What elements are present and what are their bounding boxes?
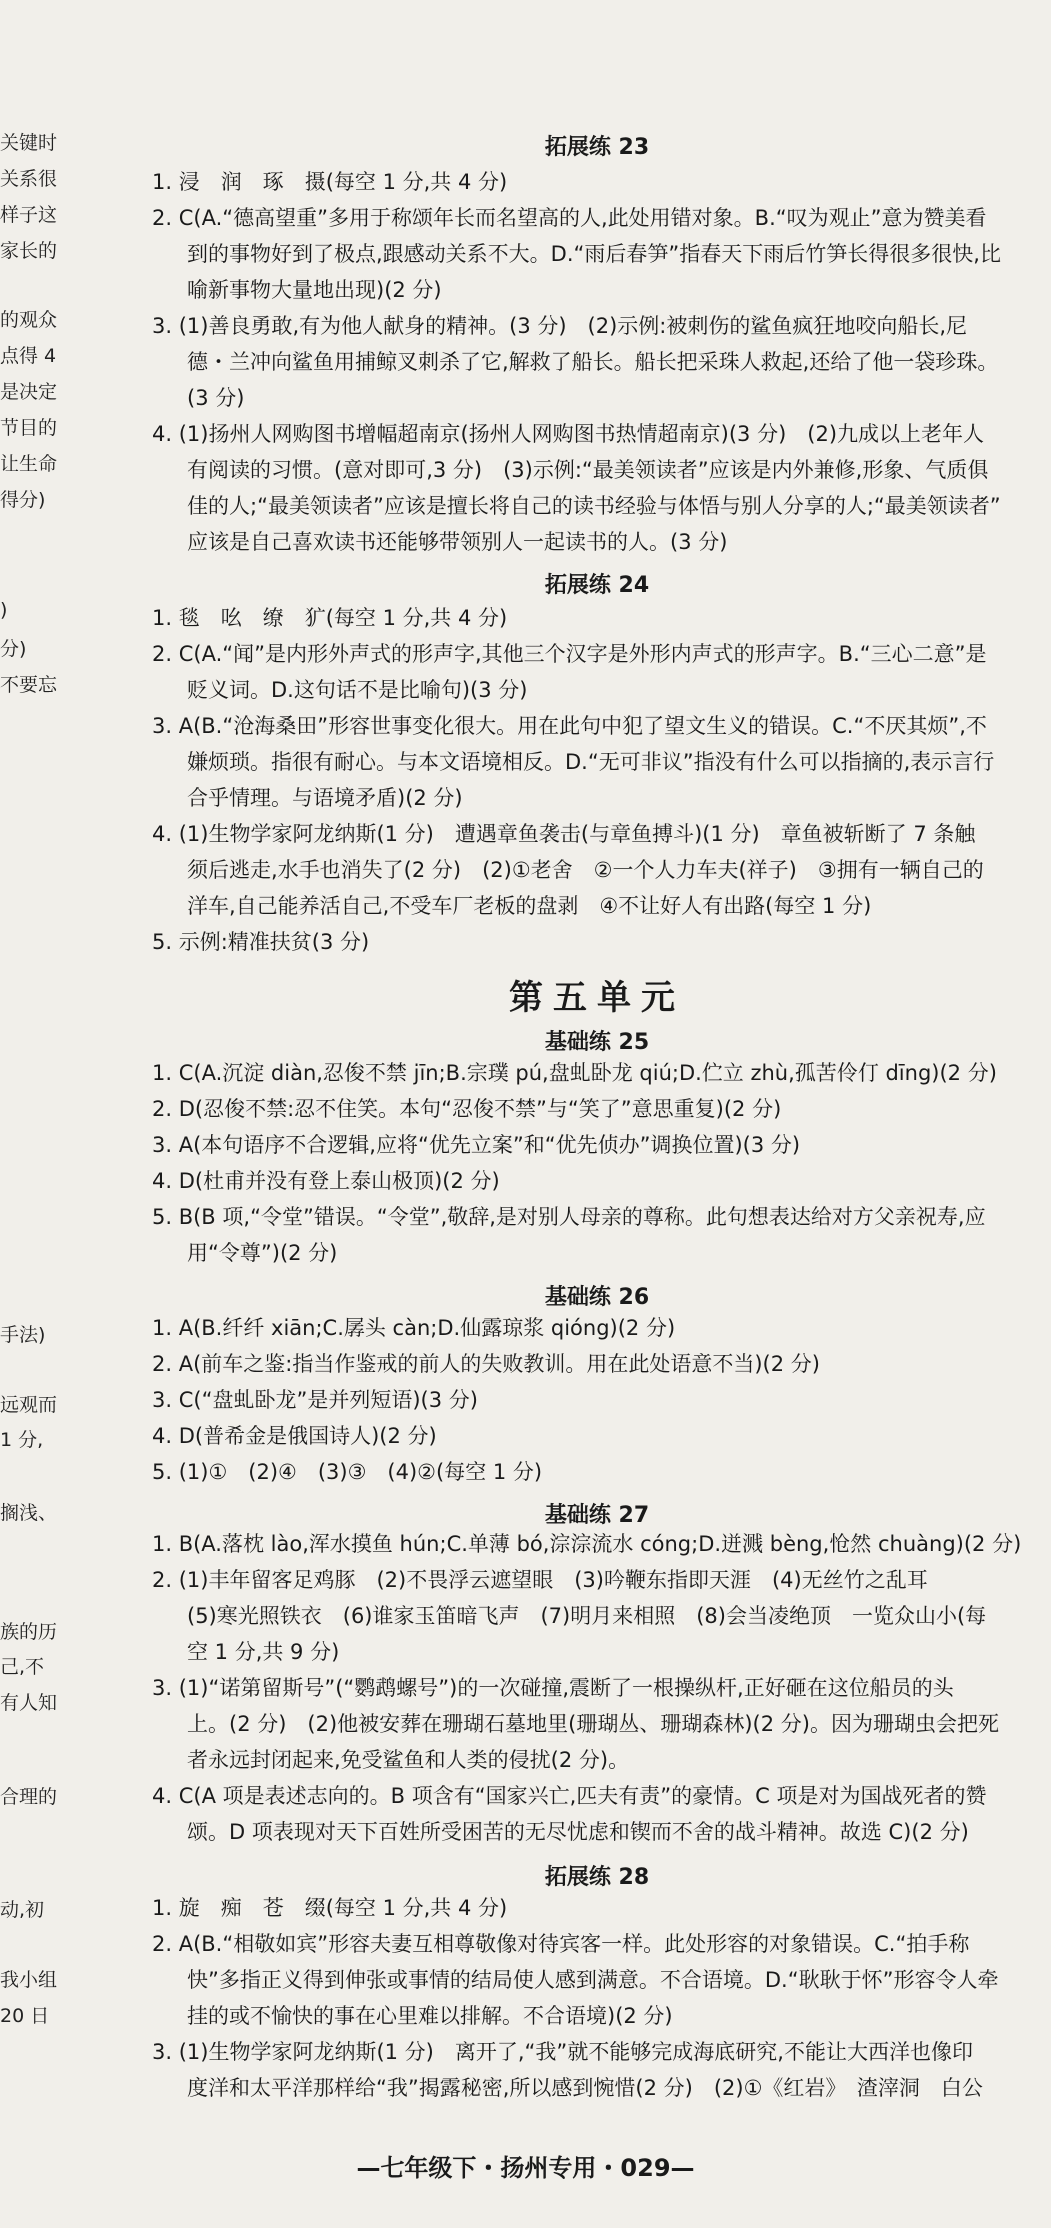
margin-text: 我小组 — [0, 1969, 58, 1991]
margin-text: 远观而 — [0, 1394, 58, 1416]
margin-text: 分) — [0, 638, 27, 660]
answer-line: 者永远封闭起来,免受鲨鱼和人类的侵扰(2 分)。 — [187, 1748, 630, 1772]
margin-text: 得分) — [0, 489, 46, 511]
margin-text: 点得 4 — [0, 345, 57, 367]
answer-line: 快”多指正义得到伸张或事情的结局使人感到满意。不合语境。D.“耿耿于怀”形容令人牵 — [187, 1968, 999, 1992]
answer-line: 3. A(本句语序不合逻辑,应将“优先立案”和“优先侦办”调换位置)(3 分) — [152, 1133, 801, 1157]
margin-text: 1 分, — [0, 1429, 44, 1451]
margin-text: 己,不 — [0, 1656, 45, 1678]
margin-text: 样子这 — [0, 204, 58, 226]
section-heading: 基础练 27 — [544, 1503, 650, 1528]
answer-line: 3. C(“盘虬卧龙”是并列短语)(3 分) — [152, 1388, 478, 1412]
answer-line: 2. C(A.“闻”是内形外声式的形声字,其他三个汉字是外形内声式的形声字。B.“三心二意”是 — [152, 642, 987, 666]
margin-text: ) — [0, 599, 8, 621]
section-heading: 拓展练 28 — [544, 1865, 650, 1890]
margin-text: 不要忘 — [0, 674, 58, 696]
margin-text: 关键时 — [0, 132, 58, 154]
answer-line: 2. A(前车之鉴:指当作鉴戒的前人的失败教训。用在此处语意不当)(2 分) — [152, 1352, 820, 1376]
margin-text: 族的历 — [0, 1621, 58, 1643]
answer-line: 德・兰冲向鲨鱼用捕鲸叉刺杀了它,解救了船长。船长把采珠人救起,还给了他一袋珍珠。 — [187, 350, 999, 374]
answer-line: 5. 示例:精准扶贫(3 分) — [152, 930, 370, 954]
answer-line: (5)寒光照铁衣 (6)谁家玉笛暗飞声 (7)明月来相照 (8)会当凌绝顶 一览众山小(每 — [187, 1604, 987, 1628]
answer-line: 应该是自己喜欢读书还能够带领别人一起读书的人。(3 分) — [187, 530, 728, 554]
answer-line: 佳的人;“最美领读者”应该是擅长将自己的读书经验与体悟与别人分享的人;“最美领读者” — [187, 494, 1001, 518]
page-footer: —七年级下・扬州专用・029— — [356, 2154, 695, 2182]
margin-text: 家长的 — [0, 240, 58, 262]
section-heading: 基础练 25 — [544, 1030, 650, 1055]
answer-line: 2. A(B.“相敬如宾”形容夫妻互相尊敬像对待宾客一样。此处形容的对象错误。C.“拍手称 — [152, 1932, 970, 1956]
answer-line: 颂。D 项表现对天下百姓所受困苦的无尽忧虑和锲而不舍的战斗精神。故选 C)(2 分) — [187, 1820, 969, 1844]
answer-line: 3. (1)生物学家阿龙纳斯(1 分) 离开了,“我”就不能够完成海底研究,不能让大西洋也像印 — [152, 2040, 973, 2064]
answer-line: (3 分) — [187, 386, 245, 410]
answer-line: 合乎情理。与语境矛盾)(2 分) — [187, 786, 463, 810]
answer-line: 5. B(B 项,“令堂”错误。“令堂”,敬辞,是对别人母亲的尊称。此句想表达给对方父亲祝寿,应 — [152, 1205, 986, 1229]
answer-line: 4. (1)生物学家阿龙纳斯(1 分) 遭遇章鱼袭击(与章鱼搏斗)(1 分) 章鱼被斩断了 7 条触 — [152, 822, 976, 846]
margin-text: 合理的 — [0, 1786, 58, 1808]
answer-line: 3. (1)善良勇敢,有为他人献身的精神。(3 分) (2)示例:被刺伤的鲨鱼疯狂地咬向船长,尼 — [152, 314, 968, 338]
answer-line: 2. C(A.“德高望重”多用于称颂年长而名望高的人,此处用错对象。B.“叹为观止”意为赞美看 — [152, 206, 987, 230]
answer-line: 1. A(B.纤纤 xiān;C.孱头 càn;D.仙露琼浆 qióng)(2 分) — [152, 1316, 676, 1340]
margin-text: 搁浅、 — [0, 1502, 58, 1524]
margin-text: 有人知 — [0, 1692, 58, 1714]
answer-line: 1. 毯 吆 缭 犷(每空 1 分,共 4 分) — [152, 606, 508, 630]
section-heading: 基础练 26 — [544, 1285, 650, 1310]
answer-line: 须后逃走,水手也消失了(2 分) (2)①老舍 ②一个人力车夫(祥子) ③拥有一辆自己的 — [187, 858, 984, 882]
answer-line: 1. 旋 痴 苍 缀(每空 1 分,共 4 分) — [152, 1896, 508, 1920]
answer-line: 嫌烦琐。指很有耐心。与本文语境相反。D.“无可非议”指没有什么可以指摘的,表示言行 — [187, 750, 995, 774]
answer-line: 2. (1)丰年留客足鸡豚 (2)不畏浮云遮望眼 (3)吟鞭东指即天涯 (4)无丝竹之乱耳 — [152, 1568, 928, 1592]
section-heading: 拓展练 24 — [544, 573, 650, 598]
answer-line: 4. (1)扬州人网购图书增幅超南京(扬州人网购图书热情超南京)(3 分) (2)九成以上老年人 — [152, 422, 985, 446]
answer-line: 5. (1)① (2)④ (3)③ (4)②(每空 1 分) — [152, 1460, 543, 1484]
answer-line: 喻新事物大量地出现)(2 分) — [187, 278, 442, 302]
answer-line: 2. D(忍俊不禁:忍不住笑。本句“忍俊不禁”与“笑了”意思重复)(2 分) — [152, 1097, 782, 1121]
margin-text: 20 日 — [0, 2005, 50, 2027]
answer-line: 贬义词。D.这句话不是比喻句)(3 分) — [187, 678, 528, 702]
answer-line: 1. B(A.落枕 lào,浑水摸鱼 hún;C.单薄 bó,淙淙流水 cóng;D.迸溅 bèng,怆然 chuàng)(2 分) — [152, 1532, 1022, 1556]
answer-line: 3. A(B.“沧海桑田”形容世事变化很大。用在此句中犯了望文生义的错误。C.“不厌其烦”,不 — [152, 714, 987, 738]
answer-line: 挂的或不愉快的事在心里难以排解。不合语境)(2 分) — [187, 2004, 673, 2028]
answer-line: 4. D(杜甫并没有登上泰山极顶)(2 分) — [152, 1169, 500, 1193]
left-margin-column — [0, 0, 100, 2228]
answer-line: 到的事物好到了极点,跟感动关系不大。D.“雨后春笋”指春天下雨后竹笋长得很多很快,比 — [187, 242, 1001, 266]
answer-line: 4. D(普希金是俄国诗人)(2 分) — [152, 1424, 437, 1448]
margin-text: 是决定 — [0, 381, 58, 403]
margin-text: 手法) — [0, 1324, 46, 1346]
section-heading: 拓展练 23 — [544, 135, 650, 160]
answer-line: 4. C(A 项是表述志向的。B 项含有“国家兴亡,匹夫有责”的豪情。C 项是对为国战死者的赞 — [152, 1784, 987, 1808]
margin-text: 节目的 — [0, 417, 58, 439]
answer-line: 上。(2 分) (2)他被安葬在珊瑚石墓地里(珊瑚丛、珊瑚森林)(2 分)。因为珊瑚虫会把死 — [187, 1712, 999, 1736]
answer-line: 有阅读的习惯。(意对即可,3 分) (3)示例:“最美领读者”应该是内外兼修,形象、气质俱 — [187, 458, 989, 482]
answer-line: 洋车,自己能养活自己,不受车厂老板的盘剥 ④不让好人有出路(每空 1 分) — [187, 894, 872, 918]
answer-line: 用“令尊”)(2 分) — [187, 1241, 338, 1265]
answer-line: 1. C(A.沉淀 diàn,忍俊不禁 jīn;B.宗璞 pú,盘虬卧龙 qiú;D.伫立 zhù,孤苦伶仃 dīng)(2 分) — [152, 1061, 997, 1085]
margin-text: 关系很 — [0, 168, 58, 190]
answer-line: 空 1 分,共 9 分) — [187, 1640, 340, 1664]
answer-line: 度洋和太平洋那样给“我”揭露秘密,所以感到惋惜(2 分) (2)①《红岩》 渣滓洞 白公 — [187, 2076, 983, 2100]
unit-title: 第五单元 — [509, 978, 685, 1018]
answer-line: 1. 浸 润 琢 摄(每空 1 分,共 4 分) — [152, 170, 508, 194]
margin-text: 动,初 — [0, 1899, 45, 1921]
margin-text: 的观众 — [0, 309, 58, 331]
answer-line: 3. (1)“诺第留斯号”(“鹦鹉螺号”)的一次碰撞,震断了一根操纵杆,正好砸在这位船员的头 — [152, 1676, 954, 1700]
margin-text: 让生命 — [0, 453, 58, 475]
